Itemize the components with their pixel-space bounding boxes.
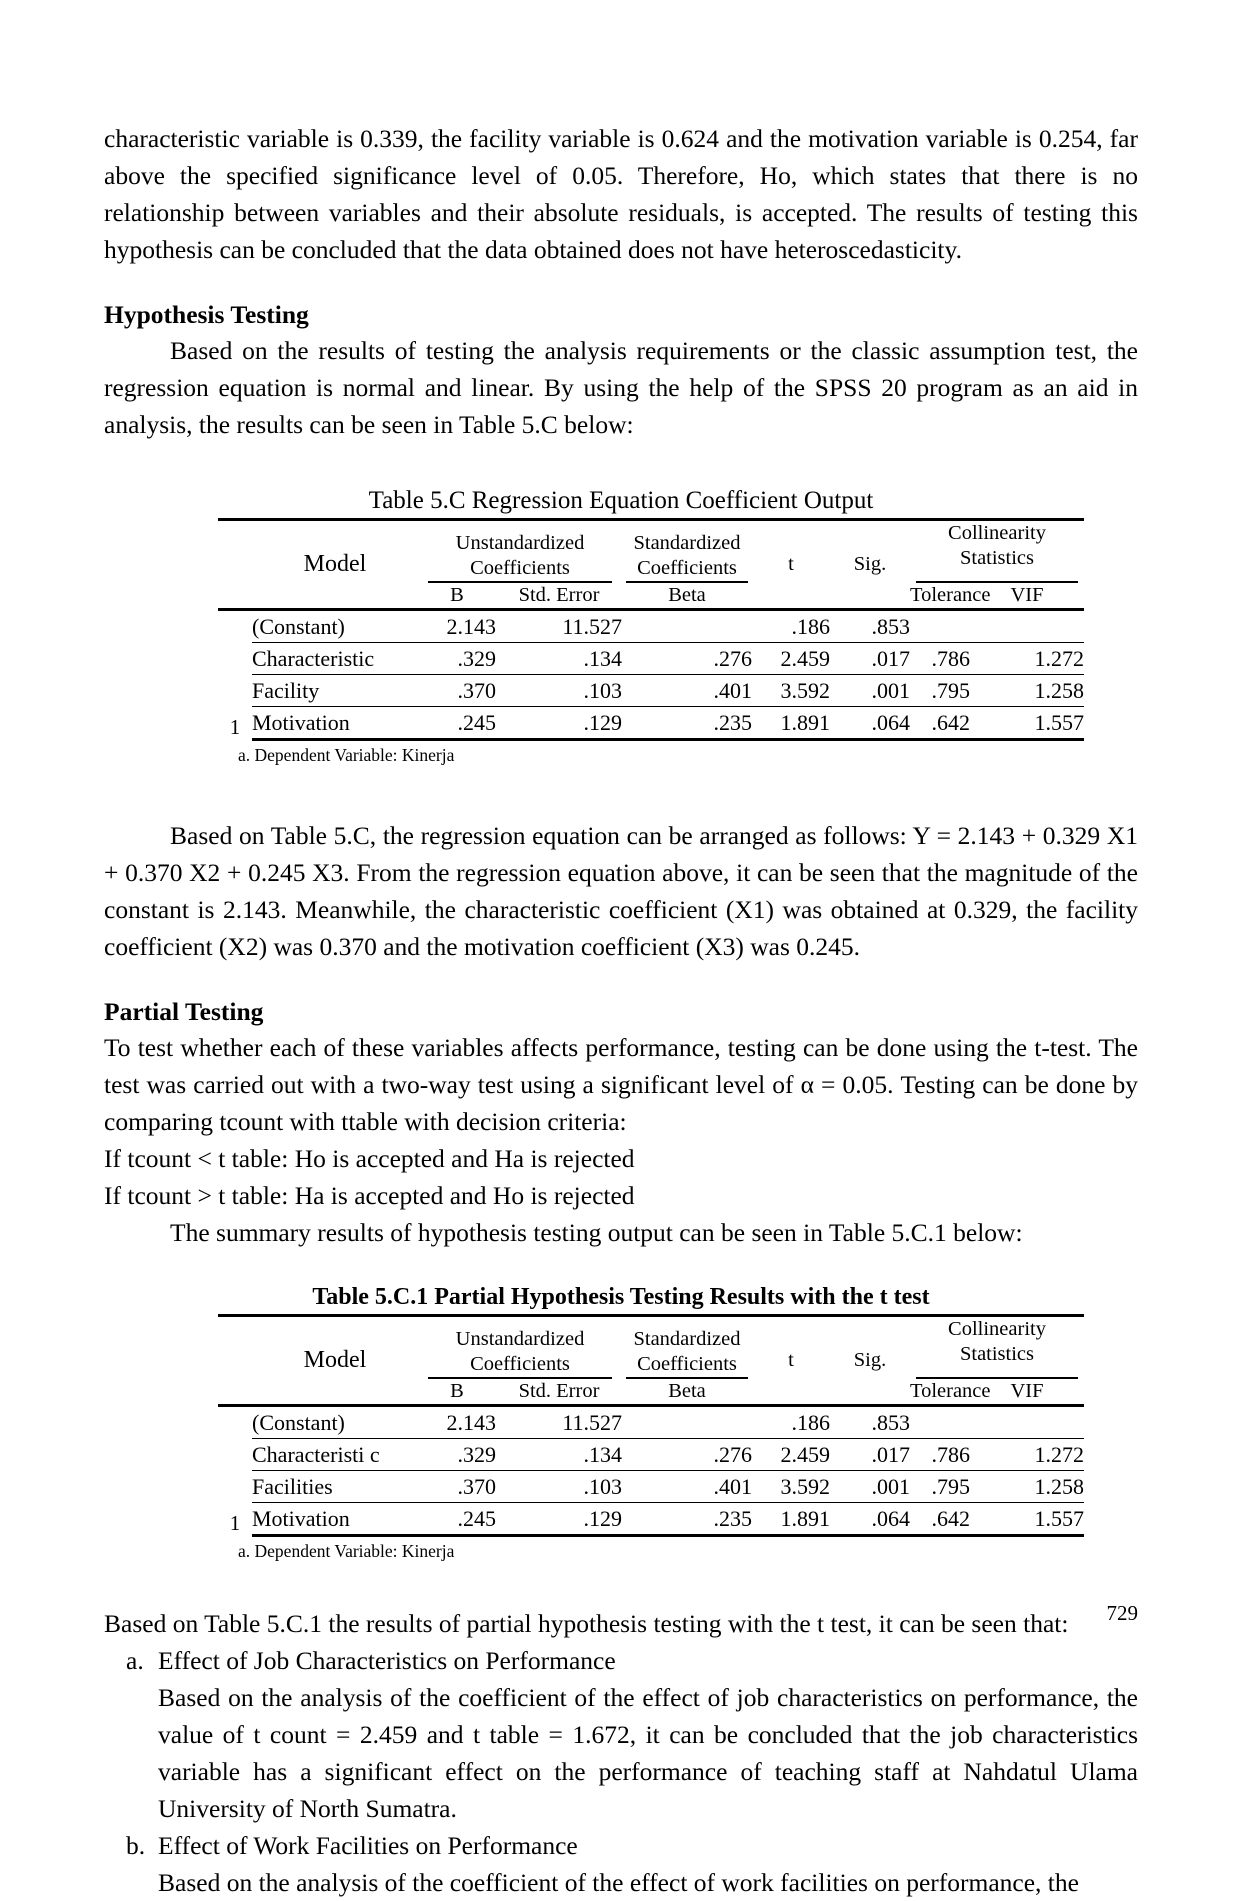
cell-b: .329 [418, 1439, 496, 1471]
header-model: Model [252, 520, 418, 610]
partial-testing-paragraph: To test whether each of these variables affects performance, testing can be done using the t-test. The test was carried out with a two-way test using a significant level of α = 0.05. Testing can be done by comparing tcount with ttable with decision criteria: [104, 1033, 1138, 1136]
row-label: Characteristi c [252, 1439, 418, 1471]
findings-list [104, 1642, 1138, 1901]
criteria-lead-in: The summary results of hypothesis testing output can be seen in Table 5.C.1 below: [170, 1218, 1023, 1247]
spacer [104, 767, 1138, 817]
hypothesis-testing-paragraph: Based on the results of testing the analysis requirements or the classic assumption test, the regression equation is normal and linear. By using the help of the SPSS 20 program as an aid in analysis, the results can be seen in Table 5.C below: [104, 336, 1138, 439]
cell-tolerance: .786 [910, 1439, 970, 1471]
header-b: B [450, 1380, 464, 1402]
spacer [104, 443, 1138, 485]
cell-tolerance: .642 [910, 1503, 970, 1536]
cell-t: .186 [752, 610, 830, 643]
cell-std-error: .103 [496, 675, 622, 707]
row-label: Facility [252, 675, 418, 707]
cell-std-error: 11.527 [496, 610, 622, 643]
header-t: t [752, 520, 830, 610]
after-table2-paragraph: Based on Table 5.C.1 the results of partial hypothesis testing with the t test, it can be seen that: [104, 1609, 1069, 1638]
cell-b: .245 [418, 1503, 496, 1536]
cell-tolerance: .786 [910, 643, 970, 675]
row-label: Characteristic [252, 643, 418, 675]
header-unstandardized-line1: Unstandardized [455, 1328, 585, 1350]
table-row [218, 1503, 1084, 1536]
table-row [218, 1406, 1084, 1439]
list-item-title: Effect of Work Facilities on Performance [158, 1831, 578, 1860]
table-row [218, 643, 1084, 675]
header-collinearity-label: Collinearity Statistics [948, 1318, 1046, 1365]
header-unstandardized-line2: Coefficients [428, 1352, 612, 1379]
header-spacer [218, 520, 252, 584]
cell-sig: .064 [830, 1503, 910, 1536]
cell-tolerance: .795 [910, 675, 970, 707]
cell-std-error: 11.527 [496, 1406, 622, 1439]
cell-std-error: .129 [496, 707, 622, 740]
cell-sig: .001 [830, 675, 910, 707]
cell-b: .370 [418, 1471, 496, 1503]
cell-t: 3.592 [752, 1471, 830, 1503]
header-spacer2 [218, 1379, 252, 1406]
cell-beta [622, 610, 752, 643]
header-unstandardized [418, 1316, 622, 1380]
header-unstandardized-line1: Unstandardized [455, 532, 585, 554]
cell-t: 2.459 [752, 1439, 830, 1471]
header-spacer2 [218, 583, 252, 610]
cell-b: 2.143 [418, 1406, 496, 1439]
collinearity-rule [916, 1369, 1078, 1379]
header-collinearity [910, 520, 1084, 584]
cell-b: .329 [418, 643, 496, 675]
row-label: Motivation [252, 1503, 418, 1536]
row-label: (Constant) [252, 610, 418, 643]
model-number: 1 [229, 1510, 241, 1535]
page-number: 729 [1106, 1601, 1138, 1625]
spacer [104, 1563, 1138, 1605]
spacer [104, 268, 1138, 298]
cell-b: .245 [418, 707, 496, 740]
list-marker: a. [126, 1646, 144, 1675]
criteria-line-1: If tcount < t table: Ho is accepted and Ha is rejected [104, 1144, 635, 1173]
model-number-cell [218, 1406, 252, 1536]
row-label: Motivation [252, 707, 418, 740]
header-collinearity-label: Collinearity Statistics [948, 522, 1046, 569]
header-vif: VIF [1010, 584, 1044, 606]
cell-std-error: .103 [496, 1471, 622, 1503]
table-5c1 [218, 1314, 1084, 1537]
table-5c [218, 518, 1084, 741]
model-number: 1 [229, 714, 241, 739]
header-unstandardized [418, 520, 622, 584]
cell-beta [622, 1406, 752, 1439]
cell-vif: 1.557 [970, 1503, 1084, 1536]
criteria-line-2: If tcount > t table: Ha is accepted and Ho is rejected [104, 1181, 635, 1210]
cell-t: 1.891 [752, 1503, 830, 1536]
table-row [218, 610, 1084, 643]
cell-t: 2.459 [752, 643, 830, 675]
cell-tolerance [910, 610, 970, 643]
cell-vif [970, 610, 1084, 643]
table-5c1-footnote: a. Dependent Variable: Kinerja [238, 1541, 455, 1561]
cell-vif: 1.272 [970, 1439, 1084, 1471]
cell-t: 1.891 [752, 707, 830, 740]
cell-sig: .853 [830, 1406, 910, 1439]
cell-sig: .017 [830, 1439, 910, 1471]
row-label: (Constant) [252, 1406, 418, 1439]
cell-vif: 1.258 [970, 1471, 1084, 1503]
table-5c-block [218, 485, 1084, 767]
partial-testing-heading: Partial Testing [104, 997, 264, 1026]
list-item-body: Based on the analysis of the coefficient of the effect of job characteristics on performance, the value of t count = 2.459 and t table = 1.672, it can be concluded that the job characteristics variable has a significant effect on the performance of teaching staff at Nahdatul Ulama University of North Sumatra. [158, 1683, 1138, 1823]
list-item [104, 1827, 1138, 1901]
cell-vif: 1.272 [970, 643, 1084, 675]
spacer [104, 965, 1138, 995]
header-unstandardized-line2: Coefficients [428, 556, 612, 583]
cell-tolerance: .642 [910, 707, 970, 740]
cell-vif [970, 1406, 1084, 1439]
table-5c1-caption: Table 5.C.1 Partial Hypothesis Testing Results with the t test [312, 1284, 930, 1310]
table-row [218, 1439, 1084, 1471]
list-marker: b. [126, 1831, 146, 1860]
list-item-content [158, 1642, 1138, 1827]
document-page [104, 120, 1138, 1897]
cell-t: 3.592 [752, 675, 830, 707]
cell-t: .186 [752, 1406, 830, 1439]
cell-tolerance: .795 [910, 1471, 970, 1503]
header-standardized-line1: Standardized [633, 1328, 741, 1350]
cell-sig: .017 [830, 643, 910, 675]
row-label: Facilities [252, 1471, 418, 1503]
header-b: B [450, 584, 464, 606]
cell-vif: 1.557 [970, 707, 1084, 740]
header-standardized [622, 1316, 752, 1380]
after-table1-paragraph: Based on Table 5.C, the regression equation can be arranged as follows: Y = 2.143 + 0.329 X1 + 0.370 X2 + 0.245 X3. From the regression equation above, it can be seen that the magnitude of the constant is 2.143. Meanwhile, the characteristic coefficient (X1) was obtained at 0.329, the facility coefficient (X2) was 0.370 and the motivation coefficient (X3) was 0.245. [104, 821, 1138, 961]
cell-sig: .001 [830, 1471, 910, 1503]
cell-std-error: .134 [496, 1439, 622, 1471]
cell-beta: .276 [622, 643, 752, 675]
table-5c-footnote: a. Dependent Variable: Kinerja [238, 745, 455, 765]
cell-std-error: .134 [496, 643, 622, 675]
cell-beta: .401 [622, 1471, 752, 1503]
spacer [104, 1251, 1138, 1281]
cell-beta: .276 [622, 1439, 752, 1471]
header-tolerance: Tolerance [910, 584, 991, 606]
list-item [104, 1642, 1138, 1827]
header-standardized-line2: Coefficients [626, 1352, 748, 1379]
cell-tolerance [910, 1406, 970, 1439]
header-standardized-line2: Coefficients [626, 556, 748, 583]
cell-beta: .401 [622, 675, 752, 707]
list-item-title: Effect of Job Characteristics on Performance [158, 1646, 616, 1675]
cell-sig: .853 [830, 610, 910, 643]
cell-b: .370 [418, 675, 496, 707]
header-sig: Sig. [830, 1316, 910, 1406]
header-standardized-line1: Standardized [633, 532, 741, 554]
cell-std-error: .129 [496, 1503, 622, 1536]
header-sig: Sig. [830, 520, 910, 610]
model-number-cell [218, 610, 252, 740]
cell-beta: .235 [622, 1503, 752, 1536]
list-item-content [158, 1827, 1138, 1901]
header-beta: Beta [668, 1380, 706, 1402]
header-standardized [622, 520, 752, 584]
table-5c1-block [218, 1281, 1084, 1563]
table-5c1-header-row-1 [218, 1316, 1084, 1380]
header-beta: Beta [668, 584, 706, 606]
cell-vif: 1.258 [970, 675, 1084, 707]
table-row [218, 1471, 1084, 1503]
table-row [218, 675, 1084, 707]
cell-beta: .235 [622, 707, 752, 740]
header-std-error: Std. Error [518, 584, 600, 606]
header-vif: VIF [1010, 1380, 1044, 1402]
list-item-body: Based on the analysis of the coefficient of the effect of work facilities on performance, the [158, 1868, 1079, 1897]
hypothesis-testing-heading: Hypothesis Testing [104, 300, 309, 329]
intro-paragraph: characteristic variable is 0.339, the facility variable is 0.624 and the motivation variable is 0.254, far above the specified significance level of 0.05. Therefore, Ho, which states that there is no relationship between variables and their absolute residuals, is accepted. The results of testing this hypothesis can be concluded that the data obtained does not have heteroscedasticity. [104, 124, 1138, 264]
cell-b: 2.143 [418, 610, 496, 643]
header-spacer [218, 1316, 252, 1380]
table-5c-caption: Table 5.C Regression Equation Coefficient Output [368, 487, 874, 514]
header-std-error: Std. Error [518, 1380, 600, 1402]
header-tolerance: Tolerance [910, 1380, 991, 1402]
header-collinearity [910, 1316, 1084, 1380]
header-t: t [752, 1316, 830, 1406]
cell-sig: .064 [830, 707, 910, 740]
table-5c-header-row-1 [218, 520, 1084, 584]
header-model: Model [252, 1316, 418, 1406]
collinearity-rule [916, 573, 1078, 583]
table-row [218, 707, 1084, 740]
